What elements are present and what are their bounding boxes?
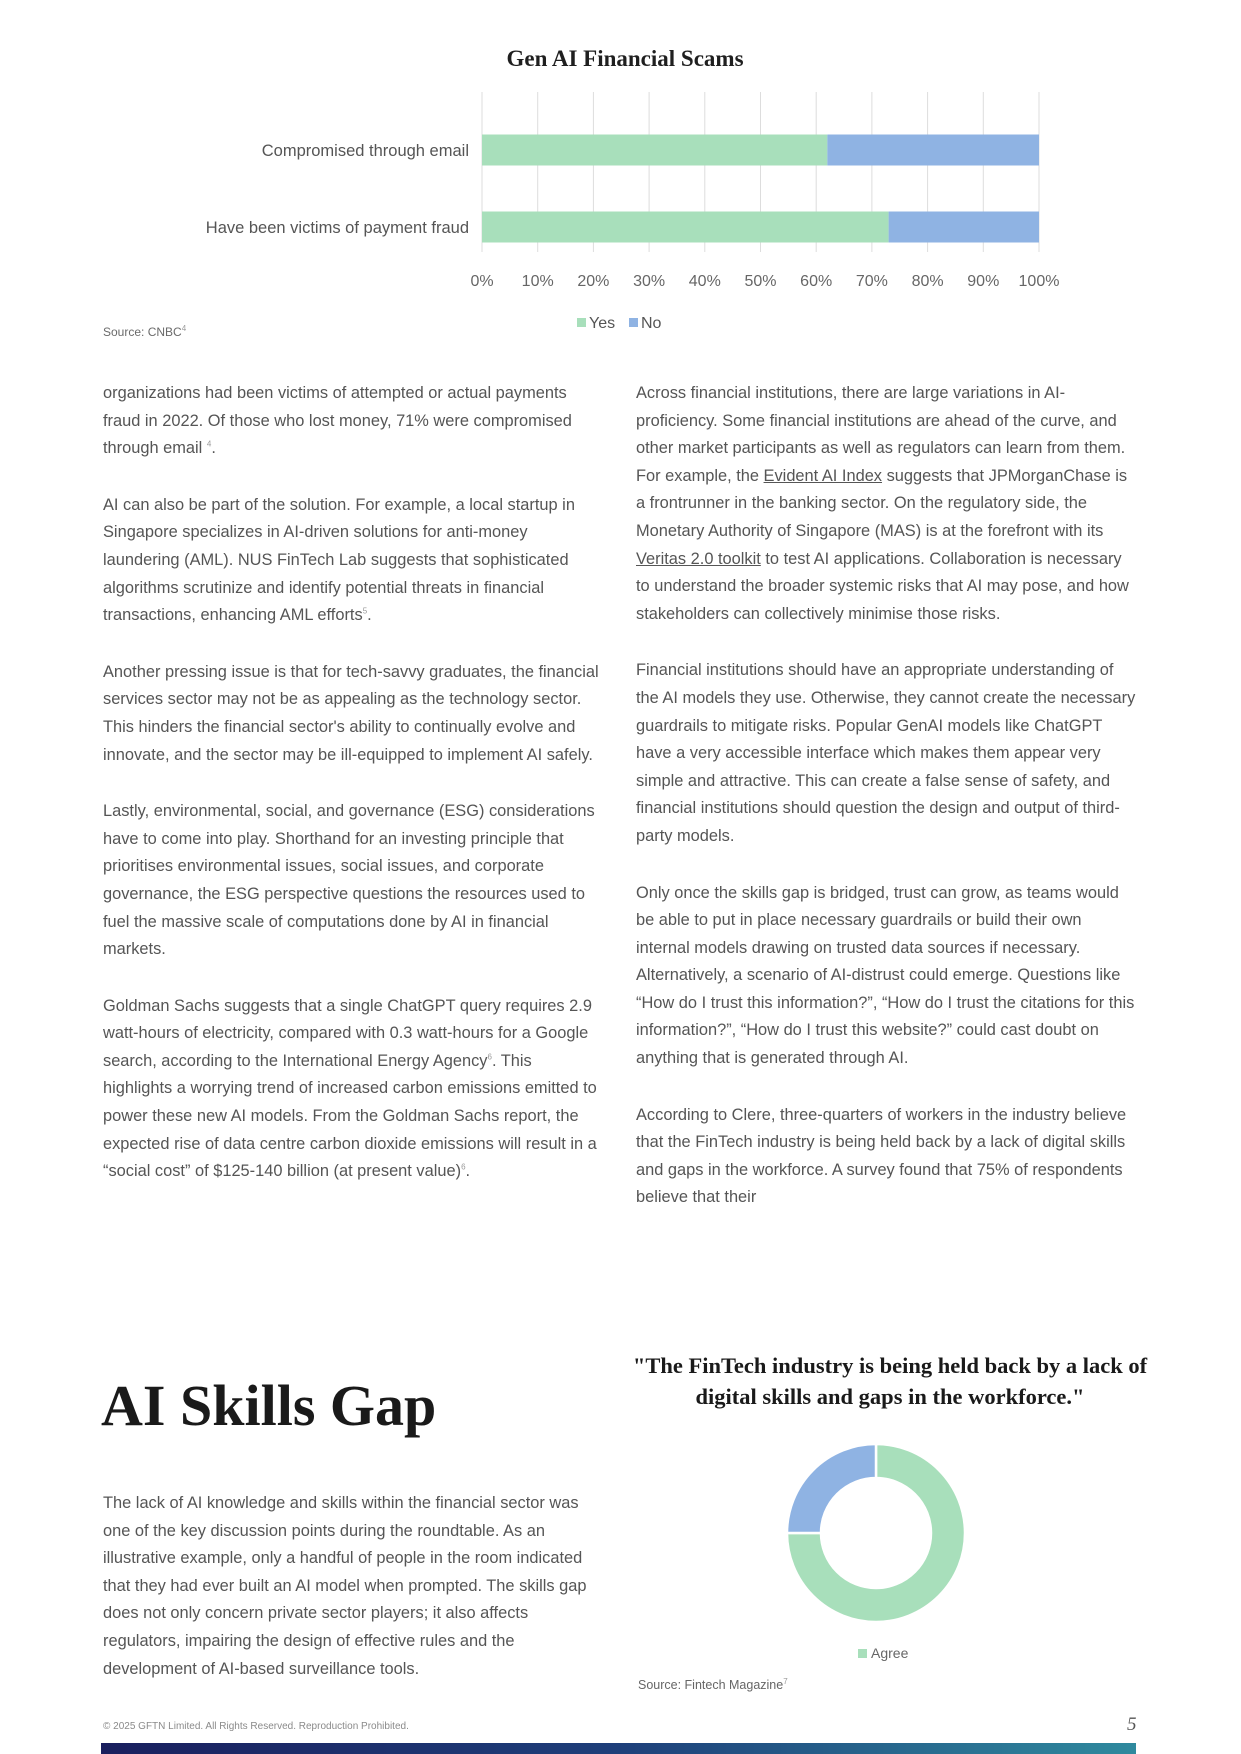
paragraph-esg: Lastly, environmental, social, and governance (ESG) considerations have to come into play. Shorthand for an investing principle that prioritises environmental issues, social issues, and corporate governance, the ESG perspective questions the resources used to fuel the massive scale of computations done by AI in financial markets. (103, 802, 595, 959)
section-heading: AI Skills Gap (101, 1373, 437, 1438)
x-tick-label: 80% (911, 273, 944, 290)
copyright-notice: © 2025 GFTN Limited. All Rights Reserved. Reproduction Prohibited. (103, 1721, 409, 1732)
donut-legend: Agree (858, 1645, 908, 1661)
category-label: Compromised through email (261, 142, 469, 160)
bar-chart-title: Gen AI Financial Scams (506, 46, 744, 71)
donut-slice-other (787, 1444, 876, 1533)
x-tick-label: 0% (470, 273, 494, 290)
donut-chart-source: Source: Fintech Magazine$^7$ (638, 1676, 788, 1692)
x-tick-label: 30% (633, 273, 666, 290)
x-tick-label: 90% (967, 273, 1000, 290)
bar-chart (0, 80, 1241, 340)
left-column (103, 380, 603, 1215)
veritas-toolkit-link[interactable]: Veritas 2.0 toolkit (636, 549, 761, 568)
legend-swatch-yes (577, 318, 586, 327)
x-tick-label: 70% (855, 273, 888, 290)
bar-no (827, 135, 1039, 166)
paragraph-clere: According to Clere, three-quarters of workers in the industry believe that the FinTech industry is being held back by a lack of digital skills and gaps in the workforce. A survey found that 75% of respondents believe that their (636, 1105, 1127, 1207)
paragraph-graduates: Another pressing issue is that for tech-savvy graduates, the financial services sector may not be as appealing as the technology sector. This hinders the financial sector's ability to continually evolve and innovate, and the sector may be ill-equipped to implement AI safely. (103, 662, 599, 764)
evident-ai-index-link[interactable]: Evident AI Index (763, 466, 883, 485)
page-number: 5 (1127, 1714, 1137, 1735)
x-tick-label: 40% (688, 273, 721, 290)
legend-swatch-no (629, 318, 638, 327)
x-tick-label: 60% (800, 273, 833, 290)
legend-swatch-agree (858, 1649, 867, 1658)
paragraph-trust: Only once the skills gap is bridged, trust can grow, as teams would be able to put in place necessary guardrails or build their own internal models drawing on trusted data sources if necessary. Alternatively, a scenario of AI-distrust could emerge. Questions like “How do I trust this information?”, “How do I trust the citations for this information?”, “How do I trust this website?” could cast doubt on anything that is generated through AI. (636, 883, 1135, 1068)
paragraph-skills-gap: The lack of AI knowledge and skills within the financial sector was one of the key discussion points during the roundtable. As an illustrative example, only a handful of people in the room indicated that they had ever built an AI model when prompted. The skills gap does not only concern private sector players; it also affects regulators, impairing the design of effective rules and the development of AI-based surveillance tools. (103, 1494, 587, 1678)
x-tick-label: 10% (521, 273, 554, 290)
x-tick-label: 50% (744, 273, 777, 290)
legend-label: Yes (589, 315, 616, 332)
category-label: Have been victims of payment fraud (205, 219, 469, 237)
paragraph-proficiency: Across financial institutions, there are large variations in AI-proficiency. Some financial institutions are ahead of the curve, and other market participants as well as regulators can learn from them. For example, the Evident AI Index suggests that JPMorganChase is a frontrunner in the banking sector. On the regulatory side, the Monetary Authority of Singapore (MAS) is at the forefront with its Veritas 2.0 toolkit to test AI applications. Collaboration is necessary to understand the broader systemic risks that AI may pose, and how stakeholders can collectively minimise those risks. (636, 384, 1129, 623)
bar-chart-source: Source: CNBC$^4$ (103, 324, 187, 339)
paragraph-aml: AI can also be part of the solution. For example, a local startup in Singapore specializes in AI-driven solutions for anti-money laundering (AML). NUS FinTech Lab suggests that sophisticated algorithms scrutinize and identify potential threats in financial transactions, enhancing AML efforts$^5$. (103, 495, 575, 625)
x-tick-label: 20% (577, 273, 610, 290)
paragraph-understanding: Financial institutions should have an appropriate understanding of the AI models they use. Otherwise, they cannot create the necessary guardrails to mitigate risks. Popular GenAI models like ChatGPT have a very accessible interface which makes them appear very simple and attractive. This can create a false sense of safety, and financial institutions should question the design and output of third-party models. (636, 661, 1136, 845)
bar-no (889, 212, 1039, 243)
donut-chart (780, 1435, 990, 1635)
bar-yes (482, 212, 889, 243)
paragraph-fraud: organizations had been victims of attempted or actual payments fraud in 2022. Of those who lost money, 71% were compromised through email $^4$. (103, 384, 572, 458)
right-column (636, 380, 1138, 1241)
bar-yes (482, 135, 827, 166)
footer-bar (101, 1743, 1136, 1754)
donut-chart-title: "The FinTech industry is being held back by a lack of digital skills and gaps in the workforce." (632, 1353, 1148, 1409)
legend-label: No (641, 315, 662, 332)
x-tick-label: 100% (1018, 273, 1060, 290)
paragraph-goldman: Goldman Sachs suggests that a single ChatGPT query requires 2.9 watt-hours of electricity, compared with 0.3 watt-hours for a Google search, according to the International Energy Agency$^6$. This highlights a worrying trend of increased carbon emissions emitted to power these new AI models. From the Goldman Sachs report, the expected rise of data centre carbon dioxide emissions will result in a “social cost” of $125-140 billion (at present value)$^6$. (103, 996, 597, 1181)
